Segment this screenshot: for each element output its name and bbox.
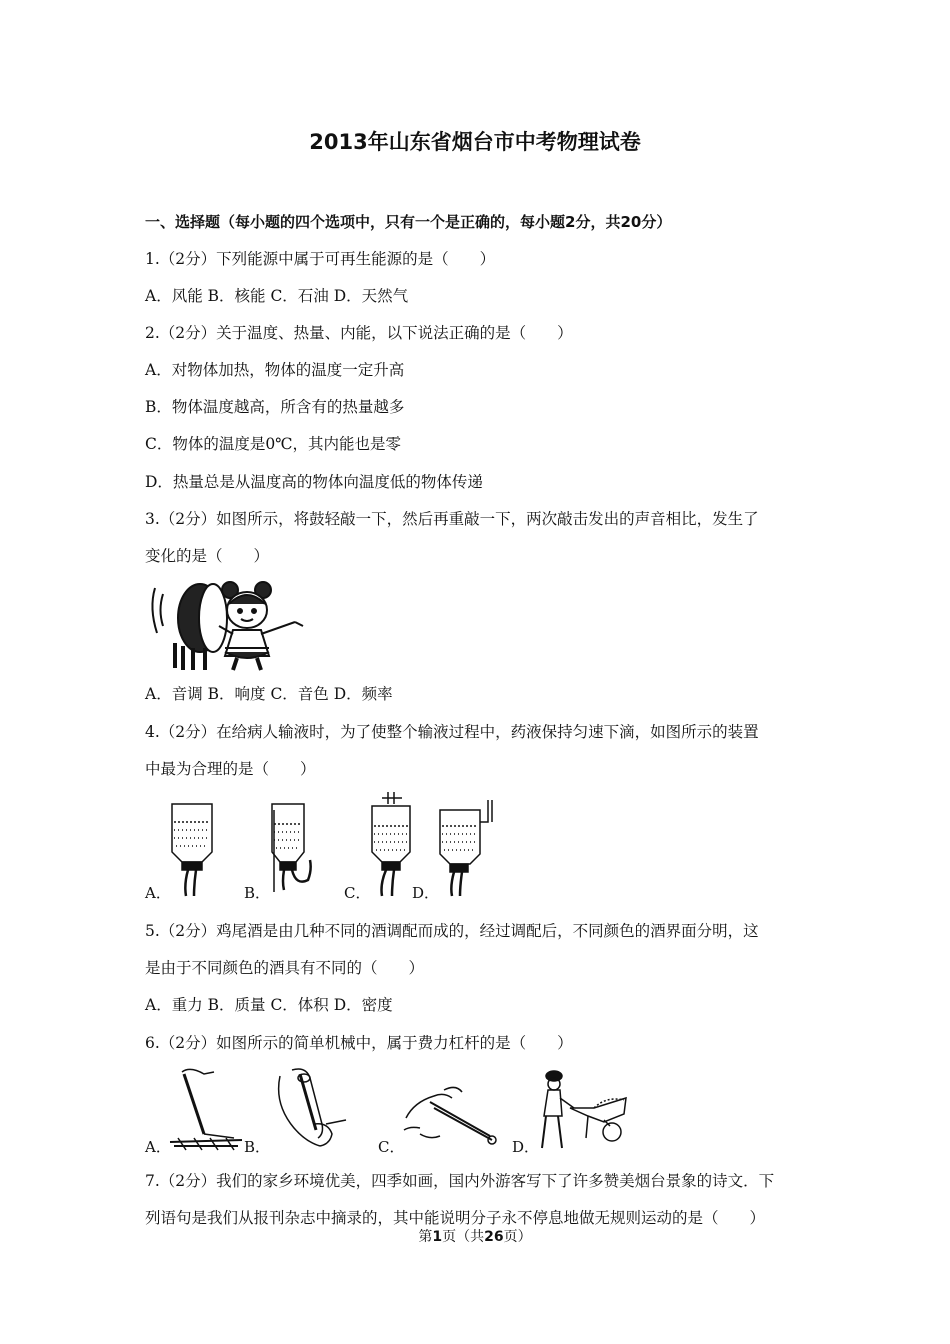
q2-option-b: B．物体温度越高，所含有的热量越多: [145, 398, 405, 416]
q3-options: A．音调 B．响度 C．音色 D．频率: [145, 685, 393, 703]
q4-stem-line1: 4.（2分）在给病人输液时，为了使整个输液过程中，药液保持匀速下滴，如图所示的装置: [145, 723, 759, 741]
bottle-opener-figure: [266, 1064, 352, 1152]
page-title: 2013年山东省烟台市中考物理试卷: [309, 130, 641, 154]
q3-stem-line2: 变化的是（ ）: [145, 547, 270, 565]
q6-stem: 6.（2分）如图所示的简单机械中，属于费力杠杆的是（ ）: [145, 1034, 573, 1052]
page-footer: [0, 1226, 950, 1246]
q2-option-c: C．物体的温度是0℃，其内能也是零: [145, 435, 402, 453]
q5-options: A．重力 B．质量 C．体积 D．密度: [145, 996, 393, 1014]
q7-stem-line2: 列语句是我们从报刊杂志中摘录的，其中能说明分子永不停息地做无规则运动的是（ ）: [145, 1209, 766, 1227]
q4-stem-line2: 中最为合理的是（ ）: [145, 760, 316, 778]
wheelbarrow-figure: [534, 1068, 634, 1152]
q6-label-c: C．: [378, 1138, 405, 1156]
q2-option-d: D．热量总是从温度高的物体向温度低的物体传递: [145, 473, 483, 491]
footer-prefix: 第: [418, 1229, 433, 1245]
footer-suffix: 页）: [503, 1229, 532, 1245]
q5-stem-line1: 5.（2分）鸡尾酒是由几种不同的酒调配而成的，经过调配后，不同颜色的酒界面分明，这: [145, 922, 759, 940]
q5-stem-line2: 是由于不同颜色的酒具有不同的（ ）: [145, 959, 425, 977]
q4-label-d: D．: [412, 884, 440, 902]
q4-label-c: C．: [344, 884, 371, 902]
q4-label-a: A．: [145, 884, 171, 902]
crowbar-figure: [164, 1064, 246, 1154]
footer-total-pages: 26: [484, 1229, 504, 1245]
infusion-bottle-d: [436, 796, 498, 898]
section-heading: 一、选择题（每小题的四个选项中，只有一个是正确的，每小题2分，共20分）: [145, 213, 672, 231]
q6-label-b: B．: [244, 1138, 271, 1156]
infusion-bottle-a: [168, 800, 216, 898]
drum-girl-figure: [145, 578, 310, 673]
q2-option-a: A．对物体加热，物体的温度一定升高: [145, 361, 405, 379]
q1-options: A．风能 B．核能 C．石油 D．天然气: [145, 287, 409, 305]
q3-stem-line1: 3.（2分）如图所示，将鼓轻敲一下，然后再重敲一下，两次敲击发出的声音相比，发生了: [145, 510, 759, 528]
q7-stem-line1: 7.（2分）我们的家乡环境优美，四季如画，国内外游客写下了许多赞美烟台景象的诗文．下: [145, 1172, 775, 1190]
q2-stem: 2.（2分）关于温度、热量、内能，以下说法正确的是（ ）: [145, 324, 573, 342]
infusion-bottle-c: [366, 788, 414, 898]
q4-label-b: B．: [244, 884, 271, 902]
footer-page-number: 1: [432, 1229, 443, 1245]
footer-middle: 页（共: [442, 1229, 485, 1245]
tongs-figure: [400, 1078, 502, 1148]
infusion-bottle-b: [266, 800, 316, 898]
q6-label-d: D．: [512, 1138, 540, 1156]
q6-label-a: A．: [145, 1138, 171, 1156]
q1-stem: 1.（2分）下列能源中属于可再生能源的是（ ）: [145, 250, 496, 268]
